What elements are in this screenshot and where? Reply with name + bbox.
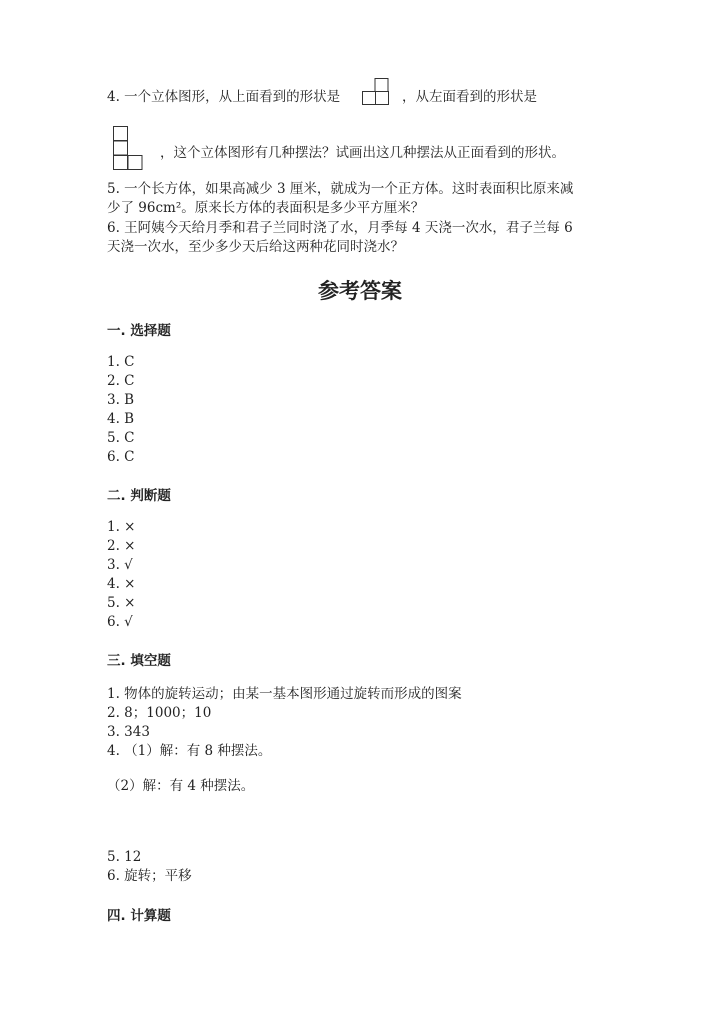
top-view-square [363, 92, 376, 105]
left-view-figure [113, 126, 153, 176]
section-heading-judge: 二. 判断题 [107, 488, 171, 504]
answer-item: 1. × [107, 519, 136, 535]
left-view-square [114, 127, 128, 141]
q5-line1: 5. 一个长方体，如果高减少 3 厘米，就成为一个正方体。这时表面积比原来减 [107, 181, 574, 197]
answer-item: 4. × [107, 576, 136, 592]
answer-item: 4. B [107, 411, 135, 427]
answer-item: 1. C [107, 354, 135, 370]
fill-answer-3: 3. 343 [107, 724, 150, 740]
answer-title: 参考答案 [318, 279, 402, 303]
left-view-square [114, 141, 128, 155]
left-view-square [114, 156, 128, 170]
answer-item: 2. × [107, 538, 136, 554]
q4-text-part3: ，这个立体图形有几种摆法？试画出这几种摆法从正面看到的形状。 [160, 145, 565, 161]
q5-line2: 少了 96cm²。原来长方体的表面积是多少平方厘米？ [107, 200, 425, 216]
q4-text-part2: ，从左面看到的形状是 [402, 89, 537, 105]
fill-answer-4-part2: （2）解：有 4 种摆法。 [107, 778, 255, 794]
section-heading-calc: 四. 计算题 [107, 908, 171, 924]
fill-answer-1: 1. 物体的旋转运动；由某一基本图形通过旋转而形成的图案 [107, 686, 462, 702]
q6-line2: 天浇一次水，至少多少天后给这两种花同时浇水？ [107, 239, 404, 255]
top-view-square [376, 92, 389, 105]
answer-item: 5. C [107, 430, 135, 446]
fill-answer-2: 2. 8；1000；10 [107, 705, 212, 721]
top-view-figure [362, 78, 392, 118]
fill-answer-6: 6. 旋转；平移 [107, 868, 192, 884]
q4-text-part1: 4. 一个立体图形，从上面看到的形状是 [107, 89, 341, 105]
fill-answer-4-part1: 4. （1）解：有 8 种摆法。 [107, 743, 272, 759]
answer-item: 3. B [107, 392, 135, 408]
top-view-square [375, 79, 388, 92]
answer-item: 5. × [107, 595, 136, 611]
q6-line1: 6. 王阿姨今天给月季和君子兰同时浇了水，月季每 4 天浇一次水，君子兰每 6 [107, 220, 573, 236]
fill-answer-5: 5. 12 [107, 849, 142, 865]
answer-item: 6. √ [107, 614, 133, 630]
answer-item: 3. √ [107, 557, 133, 573]
answer-item: 6. C [107, 449, 135, 465]
section-heading-choice: 一. 选择题 [107, 323, 171, 339]
section-heading-fill: 三. 填空题 [107, 653, 171, 669]
answer-item: 2. C [107, 373, 135, 389]
left-view-square [128, 156, 142, 170]
